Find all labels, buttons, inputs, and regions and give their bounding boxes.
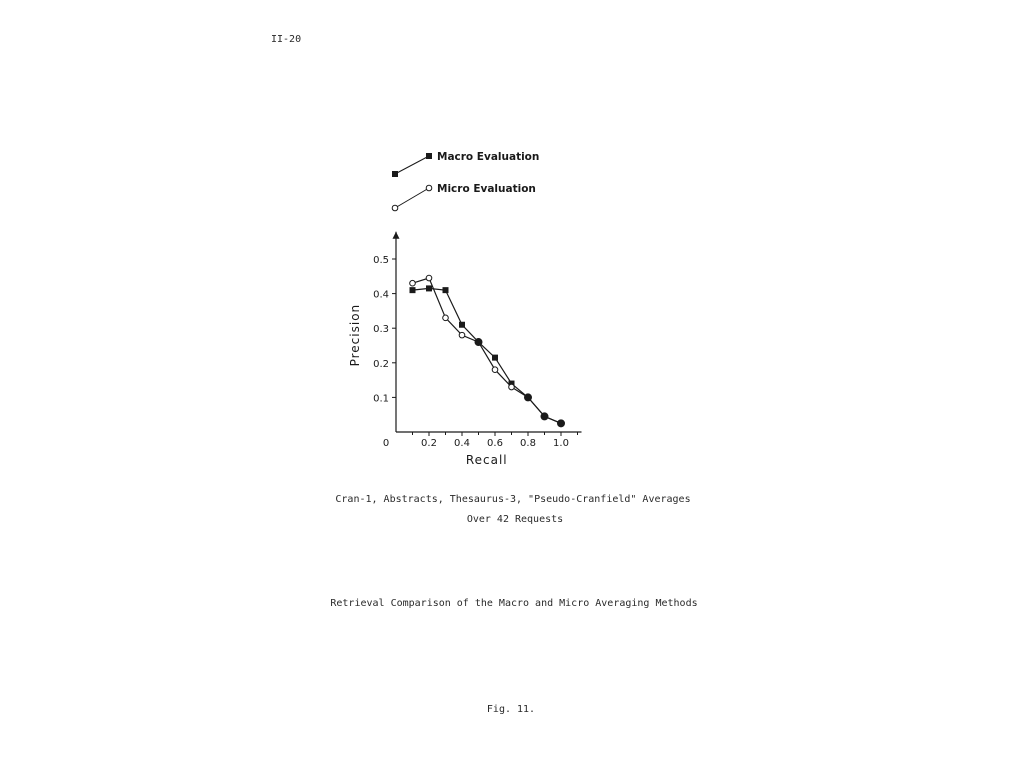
legend-label: Micro Evaluation xyxy=(437,183,536,195)
y-tick-label: 0.3 xyxy=(373,324,389,336)
series-line xyxy=(413,278,562,423)
data-point xyxy=(426,275,432,281)
legend-marker-end xyxy=(426,153,432,159)
page-number: II-20 xyxy=(271,34,302,45)
x-tick-label: 0.6 xyxy=(487,438,503,449)
figure-label: Fig. 11. xyxy=(486,704,536,715)
data-point-overlap xyxy=(557,419,565,427)
caption-line-1: Cran-1, Abstracts, Thesaurus-3, "Pseudo-Cranfield" Averages xyxy=(335,494,691,505)
legend-line xyxy=(395,188,429,208)
legend-item xyxy=(392,183,536,211)
data-point xyxy=(443,315,449,321)
data-point-overlap xyxy=(524,393,532,401)
legend-line xyxy=(395,156,429,174)
y-axis-arrow xyxy=(393,232,400,239)
legend-marker-start xyxy=(392,205,398,211)
data-point xyxy=(410,280,416,286)
legend-marker-start xyxy=(392,171,398,177)
data-point xyxy=(459,322,465,328)
x-tick-label: 0.2 xyxy=(421,438,437,449)
data-point-overlap xyxy=(475,338,483,346)
legend-label: Macro Evaluation xyxy=(437,151,540,163)
data-point xyxy=(459,332,465,338)
y-axis-label: Precision xyxy=(348,303,362,367)
y-tick-label: 0.4 xyxy=(373,289,389,301)
y-tick-label: 0.1 xyxy=(373,393,389,405)
data-point xyxy=(443,287,449,293)
data-point xyxy=(509,384,515,390)
x-tick-label: 1.0 xyxy=(553,438,569,449)
x-tick-label: 0.4 xyxy=(454,438,470,449)
chart-axes xyxy=(348,232,582,467)
y-tick-label: 0.2 xyxy=(373,358,389,370)
data-point xyxy=(492,355,498,361)
legend-item xyxy=(392,151,539,177)
x-tick-label: 0.8 xyxy=(520,438,536,449)
data-point-overlap xyxy=(541,412,549,420)
data-point xyxy=(492,367,498,373)
legend-marker-end xyxy=(426,185,432,191)
data-point xyxy=(410,287,416,293)
chart-legend xyxy=(392,151,539,211)
x-axis-label: Recall xyxy=(465,453,508,467)
caption-line-2: Over 42 Requests xyxy=(466,514,564,525)
series-micro xyxy=(413,278,562,423)
figure-subtitle: Retrieval Comparison of the Macro and Micro Averaging Methods xyxy=(330,598,698,609)
origin-label: 0 xyxy=(382,438,390,449)
y-tick-label: 0.5 xyxy=(373,255,389,266)
chart-series xyxy=(410,275,566,427)
data-point xyxy=(426,285,432,291)
